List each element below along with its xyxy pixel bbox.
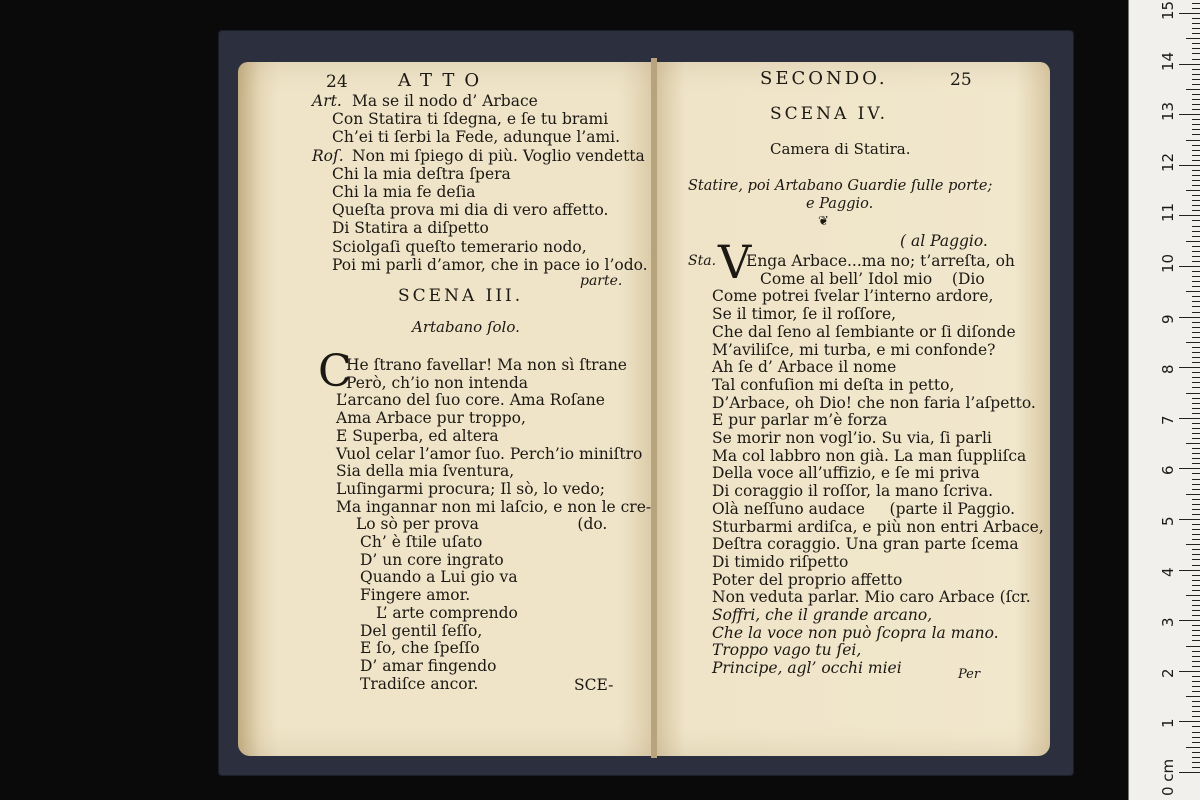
verse-line: E ſo, che ſpeſſo <box>360 639 480 658</box>
verse-line: E Superba, ed altera <box>336 426 499 445</box>
ruler-tick <box>1192 74 1200 75</box>
verse-line: Ma col labbro non già. La man ſuppliſca <box>712 446 1027 465</box>
ruler-tick <box>1192 327 1200 328</box>
ruler-tick <box>1192 681 1200 682</box>
ruler-tick <box>1192 600 1200 601</box>
ruler-tick <box>1186 747 1200 748</box>
ruler-tick <box>1192 433 1200 434</box>
verse-line: Tradiſce ancor. <box>360 674 479 693</box>
ruler-tick <box>1192 701 1200 702</box>
ruler-tick <box>1179 620 1200 621</box>
ruler-label: 4 <box>1159 567 1177 577</box>
verse-line: Come al bell’ Idol mio (Dio <box>760 269 985 288</box>
verse-line: Principe, agl’ occhi miei <box>712 659 902 678</box>
ruler-tick <box>1192 281 1200 282</box>
verse-line: Poter del proprio affetto <box>712 570 903 589</box>
verse-line: Di coraggio il roſſor, la mano ſcriva. <box>712 482 993 501</box>
left-page-number: 24 <box>326 72 348 92</box>
ruler-tick <box>1192 236 1200 237</box>
ruler-tick <box>1192 59 1200 60</box>
ruler-tick <box>1179 64 1200 65</box>
ruler-label: 14 <box>1159 51 1177 71</box>
verse-line: L’arcano del ſuo core. Ama Roſane <box>336 391 605 410</box>
ruler-tick <box>1192 3 1200 4</box>
ruler-tick <box>1179 367 1200 368</box>
right-scene-title: SCENA IV. <box>770 104 889 124</box>
right-speaker: Sta. <box>688 253 717 269</box>
ruler-tick <box>1192 28 1200 29</box>
ruler-tick <box>1192 180 1200 181</box>
ruler-tick <box>1192 479 1200 480</box>
ruler-tick <box>1192 362 1200 363</box>
ruler-tick <box>1192 160 1200 161</box>
ruler-tick <box>1186 393 1200 394</box>
verse-line: Con Statira ti ſdegna, e ſe tu brami <box>332 110 609 129</box>
left-scene-title: SCENA III. <box>398 286 524 306</box>
ruler-tick <box>1192 585 1200 586</box>
ruler-tick <box>1186 190 1200 191</box>
ruler-tick <box>1192 129 1200 130</box>
ruler-label: 13 <box>1159 102 1177 122</box>
ruler-tick <box>1192 706 1200 707</box>
ruler-tick <box>1192 84 1200 85</box>
speaker-label: Roſ. <box>312 146 344 165</box>
ruler-label: 11 <box>1159 203 1177 223</box>
verse-line: Non veduta parlar. Mio caro Arbace (ſcr. <box>712 588 1031 607</box>
ruler-tick <box>1192 322 1200 323</box>
ruler-tick <box>1179 772 1200 773</box>
ruler-tick <box>1192 79 1200 80</box>
ruler-tick <box>1192 666 1200 667</box>
ruler-tick <box>1192 458 1200 459</box>
ruler-tick <box>1192 686 1200 687</box>
ruler-tick <box>1192 119 1200 120</box>
ruler-tick <box>1192 676 1200 677</box>
ruler-tick <box>1186 696 1200 697</box>
ruler-tick <box>1192 398 1200 399</box>
right-aside: ( al Paggio. <box>900 232 988 250</box>
ruler-tick <box>1192 69 1200 70</box>
ruler-tick <box>1192 539 1200 540</box>
ruler-tick <box>1192 554 1200 555</box>
right-catchword: Per <box>958 667 981 682</box>
ruler-tick <box>1192 382 1200 383</box>
ruler-tick <box>1192 23 1200 24</box>
verse-line: Chi la mia deſtra ſpera <box>332 164 511 183</box>
ruler-label: 2 <box>1159 668 1177 678</box>
ruler-tick <box>1192 438 1200 439</box>
ruler-tick <box>1192 524 1200 525</box>
verse-line: Olà neſſuno audace (parte il Paggio. <box>712 499 1016 518</box>
ruler-label: 7 <box>1159 415 1177 425</box>
ornament-icon: ❦ <box>818 214 829 229</box>
ruler-tick <box>1192 306 1200 307</box>
ruler-tick <box>1192 8 1200 9</box>
ruler-tick <box>1192 33 1200 34</box>
ruler-tick <box>1192 296 1200 297</box>
verse-line: Del gentil ſeſſo, <box>360 621 483 640</box>
verse-line: Tal confuſion mi deſta in petto, <box>712 375 955 394</box>
verse-line: Poi mi parli d’amor, che in pace io l’odo. <box>332 255 648 274</box>
ruler-label: 1 <box>1159 718 1177 729</box>
verse-line: Luſingarmi procura; Il sò, lo vedo; <box>336 479 606 498</box>
ruler-tick <box>1192 463 1200 464</box>
ruler-tick <box>1192 514 1200 515</box>
ruler-tick <box>1179 671 1200 672</box>
ruler-tick <box>1192 529 1200 530</box>
ruler-tick <box>1192 742 1200 743</box>
ruler-tick <box>1192 428 1200 429</box>
ruler-label: 6 <box>1159 465 1177 476</box>
ruler-tick <box>1186 291 1200 292</box>
ruler-tick <box>1186 241 1200 242</box>
ruler-tick <box>1192 716 1200 717</box>
ruler-label: 3 <box>1159 617 1177 628</box>
ruler-tick <box>1192 286 1200 287</box>
verse-line: D’Arbace, oh Dio! che non faria l’aſpetto. <box>712 393 1036 412</box>
ruler-tick <box>1192 220 1200 221</box>
verse-line: Ama Arbace pur troppo, <box>336 409 526 428</box>
ruler-tick <box>1192 195 1200 196</box>
ruler-tick <box>1192 625 1200 626</box>
right-stage-direction-2: e Paggio. <box>806 196 874 212</box>
ruler-tick <box>1179 165 1200 166</box>
ruler-tick <box>1192 387 1200 388</box>
right-stage-direction-1: Statire, poi Artabano Guardie ſulle porte; <box>688 178 993 194</box>
ruler-tick <box>1179 570 1200 571</box>
ruler-tick <box>1192 448 1200 449</box>
right-location: Camera di Statira. <box>770 140 911 158</box>
ruler-tick <box>1192 276 1200 277</box>
left-page-header: ATTO <box>398 70 490 91</box>
ruler-tick <box>1192 499 1200 500</box>
verse-line: Ah ſe d’ Arbace il nome <box>712 358 897 377</box>
ruler-tick <box>1192 231 1200 232</box>
ruler-tick <box>1192 347 1200 348</box>
ruler-tick <box>1192 484 1200 485</box>
ruler-tick <box>1192 18 1200 19</box>
ruler-tick <box>1192 453 1200 454</box>
ruler-unit-label: 0 cm <box>1159 758 1177 796</box>
ruler-tick <box>1192 377 1200 378</box>
ruler-tick <box>1192 610 1200 611</box>
ruler-tick <box>1186 38 1200 39</box>
ruler-tick <box>1192 752 1200 753</box>
ruler-tick <box>1192 549 1200 550</box>
ruler-tick <box>1192 301 1200 302</box>
ruler-tick <box>1192 357 1200 358</box>
verse-line: Di Statira a diſpetto <box>332 219 489 238</box>
verse-line: Vuol celar l’amor ſuo. Perch’io miniſtro <box>336 444 643 463</box>
ruler-tick <box>1192 762 1200 763</box>
ruler-tick <box>1192 661 1200 662</box>
ruler-label: 10 <box>1159 253 1177 273</box>
ruler-tick <box>1179 114 1200 115</box>
ruler-tick <box>1192 256 1200 257</box>
ruler-tick <box>1179 317 1200 318</box>
right-drop-cap: V <box>718 235 752 289</box>
ruler-tick <box>1192 170 1200 171</box>
ruler-tick <box>1192 711 1200 712</box>
right-page-number: 25 <box>950 70 972 90</box>
verse-line: Chi la mia fe deſia <box>332 183 476 201</box>
ruler-tick <box>1192 312 1200 313</box>
verse-line: Come potrei ſvelar l’interno ardore, <box>712 287 994 306</box>
ruler-tick <box>1186 89 1200 90</box>
ruler-tick <box>1179 418 1200 419</box>
ruler-tick <box>1186 494 1200 495</box>
ruler-tick <box>1192 651 1200 652</box>
ruler-label: 12 <box>1159 152 1177 172</box>
ruler-tick <box>1186 646 1200 647</box>
ruler-tick <box>1186 342 1200 343</box>
ruler-tick <box>1179 215 1200 216</box>
verse-line: Quando a Lui gio va <box>360 568 518 587</box>
ruler-tick <box>1192 48 1200 49</box>
verse-line: Se morir non vogl’io. Su via, ſi parli <box>712 429 992 447</box>
verse-line: He ſtrano favellar! Ma non sì ſtrane <box>346 356 627 374</box>
verse-line: Ch’ è ſtile uſato <box>360 533 483 551</box>
verse-line: Ma ingannar non mi laſcio, e non le cre- <box>336 497 652 516</box>
ruler-tick <box>1179 721 1200 722</box>
ruler-tick <box>1192 99 1200 100</box>
verse-line: Non mi ſpiego di più. Voglio vendetta <box>352 146 645 165</box>
ruler-tick <box>1192 205 1200 206</box>
ruler-tick <box>1192 352 1200 353</box>
ruler-tick <box>1192 726 1200 727</box>
ruler-tick <box>1192 757 1200 758</box>
ruler-tick <box>1192 109 1200 110</box>
ruler-tick <box>1192 155 1200 156</box>
verse-line: Che la voce non può ſcopra la mano. <box>712 623 999 642</box>
ruler-tick <box>1192 767 1200 768</box>
ruler-tick <box>1192 210 1200 211</box>
ruler-tick <box>1192 246 1200 247</box>
ruler-tick <box>1192 332 1200 333</box>
verse-line: E pur parlar m’è forza <box>712 411 888 430</box>
ruler-tick <box>1192 423 1200 424</box>
verse-line: Fingere amor. <box>360 586 471 605</box>
ruler-tick <box>1179 13 1200 14</box>
ruler-tick <box>1192 580 1200 581</box>
ruler-tick <box>1192 53 1200 54</box>
ruler-tick <box>1192 251 1200 252</box>
ruler-tick <box>1192 175 1200 176</box>
verse-line: Di timido riſpetto <box>712 552 849 571</box>
ruler-tick <box>1192 185 1200 186</box>
ruler-tick <box>1192 104 1200 105</box>
ruler-tick <box>1179 519 1200 520</box>
ruler-tick <box>1192 43 1200 44</box>
ruler-tick <box>1192 145 1200 146</box>
left-exit-direction: parte. <box>580 273 623 289</box>
ruler-tick <box>1192 575 1200 576</box>
verse-line: Deſtra coraggio. Una gran parte ſcema <box>712 535 1019 554</box>
verse-line: Se il timor, ſe il roſſore, <box>712 305 897 324</box>
ruler-tick <box>1186 140 1200 141</box>
verse-line: Ch’ei ti ſerbi la Fede, adunque l’ami. <box>332 128 621 147</box>
ruler-tick <box>1192 630 1200 631</box>
verse-line: Lo sò per prova (do. <box>356 515 608 534</box>
left-drop-cap: C <box>318 346 352 397</box>
ruler-tick <box>1192 226 1200 227</box>
verse-line: Queſta prova mi dia di vero affetto. <box>332 201 609 220</box>
ruler-label: 9 <box>1159 314 1177 324</box>
ruler-tick <box>1192 605 1200 606</box>
ruler-tick <box>1186 595 1200 596</box>
ruler-tick <box>1192 408 1200 409</box>
right-page-header: SECONDO. <box>760 68 888 89</box>
verse-line: Però, ch’io non intenda <box>346 373 529 392</box>
ruler-tick <box>1186 443 1200 444</box>
ruler-tick <box>1192 732 1200 733</box>
ruler-tick <box>1192 504 1200 505</box>
verse-line: M’aviliſce, mi turba, e mi confonde? <box>712 340 996 359</box>
ruler-tick <box>1192 737 1200 738</box>
ruler-tick <box>1192 271 1200 272</box>
verse-line: Ma se il nodo d’ Arbace <box>352 92 538 110</box>
verse-line: Enga Arbace...ma no; t’arreſta, oh <box>746 252 1015 270</box>
verse-line: D’ un core ingrato <box>360 550 504 569</box>
ruler-tick <box>1192 337 1200 338</box>
ruler-tick <box>1192 534 1200 535</box>
ruler-tick <box>1192 590 1200 591</box>
verse-line: Sturbarmi ardiſca, e più non entri Arbace, <box>712 517 1044 536</box>
verse-line: Sia della mia ſventura, <box>336 462 515 481</box>
ruler-tick <box>1192 403 1200 404</box>
ruler-tick <box>1192 372 1200 373</box>
left-scene-characters: Artabano ſolo. <box>412 318 520 336</box>
ruler-tick <box>1192 640 1200 641</box>
ruler-tick <box>1192 509 1200 510</box>
verse-line: Soffri, che il grande arcano, <box>712 606 933 624</box>
ruler-tick <box>1192 124 1200 125</box>
ruler-tick <box>1192 200 1200 201</box>
ruler-tick <box>1192 473 1200 474</box>
verse-line: Che dal ſeno al ſembiante or ſi diſonde <box>712 322 1016 341</box>
verse-line: L’ arte comprendo <box>376 603 518 622</box>
book-gutter <box>651 58 657 758</box>
verse-line: D’ amar fingendo <box>360 656 497 675</box>
ruler-tick <box>1192 413 1200 414</box>
ruler-tick <box>1192 559 1200 560</box>
ruler-tick <box>1192 94 1200 95</box>
verse-line: Sciolgaſi queſto temerario nodo, <box>332 237 587 256</box>
ruler-tick <box>1192 691 1200 692</box>
ruler-tick <box>1192 565 1200 566</box>
verse-line: Troppo vago tu ſei, <box>712 641 862 660</box>
ruler-tick <box>1192 635 1200 636</box>
ruler-label: 8 <box>1159 364 1177 375</box>
ruler-tick <box>1192 656 1200 657</box>
ruler-tick <box>1179 266 1200 267</box>
ruler-tick <box>1192 134 1200 135</box>
ruler-tick <box>1192 150 1200 151</box>
speaker-label: Art. <box>312 92 342 110</box>
ruler-label: 15 <box>1159 0 1177 20</box>
verse-line: Della voce all’uffizio, e ſe mi priva <box>712 464 980 483</box>
ruler-tick <box>1192 261 1200 262</box>
ruler-tick <box>1192 615 1200 616</box>
ruler-label: 5 <box>1159 516 1177 526</box>
ruler-tick <box>1179 468 1200 469</box>
left-catchword: SCE- <box>574 676 614 694</box>
ruler-tick <box>1192 489 1200 490</box>
ruler-tick <box>1186 544 1200 545</box>
measurement-ruler <box>1128 0 1200 800</box>
